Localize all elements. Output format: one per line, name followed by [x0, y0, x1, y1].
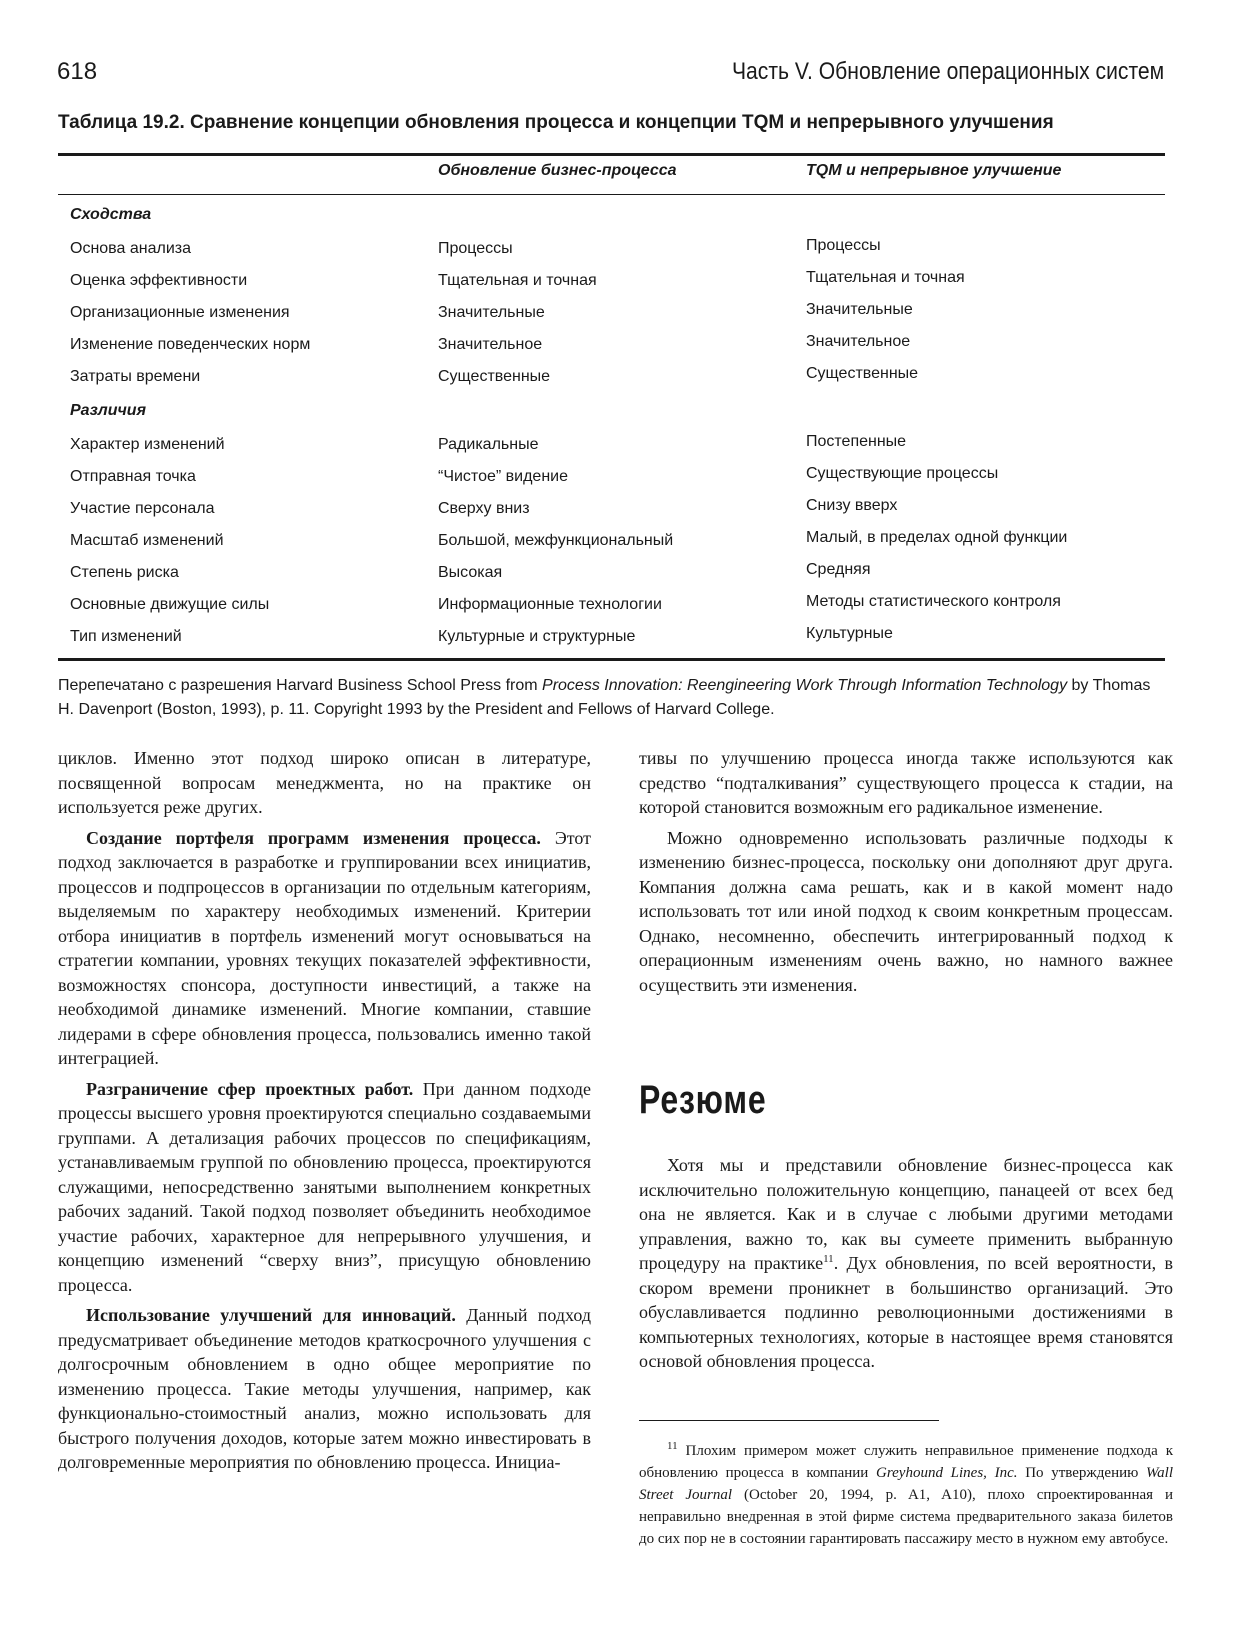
source-prefix: Перепечатано с разрешения Harvard Business School Press from [58, 677, 543, 694]
paragraph-lead: Разграничение сфер проектных работ. [86, 1078, 414, 1099]
bpr-cell: Существенные [438, 368, 551, 385]
bpr-cell: Информационные технологии [438, 596, 662, 613]
table-caption: Таблица 19.2. Сравнение концепции обновления процесса и концепции TQM и непрерывного улучшения [58, 112, 1054, 133]
table-row [0, 301, 1234, 336]
tqm-cell: Снизу вверх [806, 497, 898, 514]
bpr-cell: Высокая [438, 564, 503, 581]
footnote-number: 11 [667, 1440, 678, 1452]
table-row [0, 237, 1234, 272]
footnote-ref: 11 [823, 1253, 834, 1265]
table-row [0, 561, 1234, 596]
journal-name: Wall Street Journal [639, 1465, 1173, 1503]
paragraph [58, 826, 591, 1071]
bpr-cell: Сверху вниз [438, 500, 530, 517]
bpr-cell: Значительные [438, 304, 545, 321]
page-number: 618 [57, 58, 98, 85]
source-title: Process Innovation: Reengineering Work Through Information Technology [542, 677, 1068, 694]
criterion-cell: Оценка эффективности [70, 272, 248, 289]
right-column-bottom [639, 1153, 1173, 1374]
criterion-cell: Основа анализа [70, 240, 191, 257]
paragraph-text: Хотя мы и представили обновление бизнес-процесса как исключительно положительную концепцию, панацеей от всех бед она не является. Как и в случае с любыми другими методами управления, важно то, как вы сумеете применить выбранную процедуру на практике [639, 1155, 1173, 1273]
table-rule-head [58, 194, 1165, 195]
bpr-cell: Культурные и структурные [438, 628, 636, 645]
paragraph-text: При данном подходе процессы высшего уровня проектируются специально создаваемыми группами. А детализация рабочих процессов по спецификациям, устанавливаемым группой по обновлению процесса, проектируются служащими, непосредственно занятыми выполнением конкретных рабочих заданий. Такой подход позволяет объединить необходимое участие рабочих, характерное для непрерывного улучшения, и концепцию изменений “сверху вниз”, присущую обновлению процесса. [58, 1078, 591, 1295]
company-name: Greyhound Lines, Inc. [876, 1465, 1018, 1481]
paragraph-lead: Использование улучшений для инноваций. [86, 1305, 456, 1325]
tqm-cell: Средняя [806, 561, 871, 578]
table-source-note [58, 674, 1168, 722]
footnote-rule [639, 1420, 939, 1421]
table-row [0, 465, 1234, 500]
table-rule-bottom [58, 658, 1165, 661]
tqm-cell: Существенные [806, 365, 919, 382]
table-row [0, 333, 1234, 368]
bpr-cell: Тщательная и точная [438, 272, 597, 289]
paragraph-text: Этот подход заключается в разработке и группировании всех инициатив, процессов и подпроцессов в организации по отдельным категориям, выделяемым по характеру необходимых изменений. Критерии отбора инициатив в портфель изменений могут основываться на стратегии компании, уровнях текущих показателей эффективности, возможностях спонсора, доступности инвестиций, а также на необходимой динамике изменений. Многие компании, ставшие лидерами в сфере обновления процесса, пользовались именно такой интеграцией. [58, 827, 592, 1068]
left-column [58, 746, 591, 1475]
tqm-cell: Значительные [806, 301, 913, 318]
table-row [0, 593, 1234, 628]
tqm-cell: Культурные [806, 625, 893, 642]
criterion-cell: Затраты времени [70, 368, 201, 385]
col-header-bpr: Обновление бизнес-процесса [438, 162, 677, 179]
table-row [0, 365, 1234, 400]
col-header-tqm: TQM и непрерывное улучшение [806, 162, 1062, 179]
criterion-cell: Характер изменений [70, 436, 225, 453]
tqm-cell: Методы статистического контроля [806, 593, 1061, 610]
tqm-cell: Процессы [806, 237, 881, 254]
paragraph: тивы по улучшению процесса иногда также используются как средство “подталкивания” существующего процесса к стадии, на которой становится возможным его радикальное изменение. [639, 748, 1173, 817]
criterion-cell: Организационные изменения [70, 304, 290, 321]
section-label-similarities: Сходства [70, 206, 152, 223]
criterion-cell: Участие персонала [70, 500, 215, 517]
section-label-differences: Различия [70, 402, 146, 419]
footnote-part: Плохим примером может служить неправильное применение подхода к обновлению процесса в компании [639, 1443, 1173, 1481]
paragraph-text: . Дух обновления, по всей вероятности, в скором времени проникнет в большинство организаций. Это обуславливается подлинно революционными достижениями в компьютерных технологиях, которые в настоящее время становятся основой обновления процесса. [639, 1253, 1173, 1371]
paragraph-lead: Создание портфеля программ изменения процесса. [86, 827, 541, 848]
table-row [0, 269, 1234, 304]
tqm-cell: Постепенные [806, 433, 907, 450]
bpr-cell: Большой, межфункциональный [438, 532, 674, 549]
table-row [0, 433, 1234, 468]
criterion-cell: Основные движущие силы [70, 596, 270, 613]
footnote [639, 1440, 1173, 1550]
bpr-cell: “Чистое” видение [438, 468, 568, 485]
criterion-cell: Степень риска [70, 564, 179, 581]
section-heading: Резюме [639, 1078, 767, 1122]
right-column-top [639, 746, 1173, 997]
source-suffix: by Thomas H. Davenport (Boston, 1993), p. 11. Copyright 1993 by the President and Fellows of Harvard College. [58, 677, 1151, 718]
table-row [0, 529, 1234, 564]
paragraph [58, 1077, 591, 1298]
footnote-part: (October 20, 1994, p. A1, A10), плохо спроектированная и неправильно внедренная в этой фирме система предварительного заказа билетов до сих пор не в состоянии гарантировать пассажиру место в нужном ему автобусе. [639, 1487, 1174, 1547]
footnote-part: По утверждению [1017, 1465, 1147, 1481]
table-row [0, 625, 1234, 660]
footnote-text [639, 1440, 1173, 1550]
paragraph [639, 1153, 1173, 1374]
bpr-cell: Процессы [438, 240, 513, 257]
table-rule-top [58, 153, 1165, 156]
criterion-cell: Тип изменений [70, 628, 182, 645]
bpr-cell: Радикальные [438, 436, 539, 453]
tqm-cell: Тщательная и точная [806, 269, 965, 286]
table-row [0, 497, 1234, 532]
paragraph: циклов. Именно этот подход широко описан в литературе, посвященной вопросам менеджмента, но на практике он используется реже других. [58, 748, 591, 817]
tqm-cell: Малый, в пределах одной функции [806, 529, 1068, 546]
tqm-cell: Значительное [806, 333, 911, 350]
criterion-cell: Масштаб изменений [70, 532, 224, 549]
criterion-cell: Отправная точка [70, 468, 196, 485]
paragraph: Можно одновременно использовать различные подходы к изменению бизнес-процесса, поскольку они дополняют друг друга. Компания должна сама решать, как и в какой момент надо использовать тот или иной подход к своим конкретным процессам. Однако, несомненно, обеспечить интегрированный подход к операционным изменениям очень важно, но намного важнее осуществить эти изменения. [639, 827, 1173, 995]
paragraph [58, 1303, 591, 1475]
running-head: Часть V. Обновление операционных систем [731, 58, 1164, 85]
criterion-cell: Изменение поведенческих норм [70, 336, 311, 353]
tqm-cell: Существующие процессы [806, 465, 999, 482]
paragraph-text: Данный подход предусматривает объединение методов краткосрочного улучшения с долгосрочным обновлением в одно общее мероприятие по изменению процесса. Такие методы улучшения, например, как функционально-стоимостный анализ, можно использовать для быстрого получения доходов, которые затем можно инвестировать в долговременные мероприятия по обновлению процесса. Инициа- [58, 1305, 591, 1472]
bpr-cell: Значительное [438, 336, 543, 353]
